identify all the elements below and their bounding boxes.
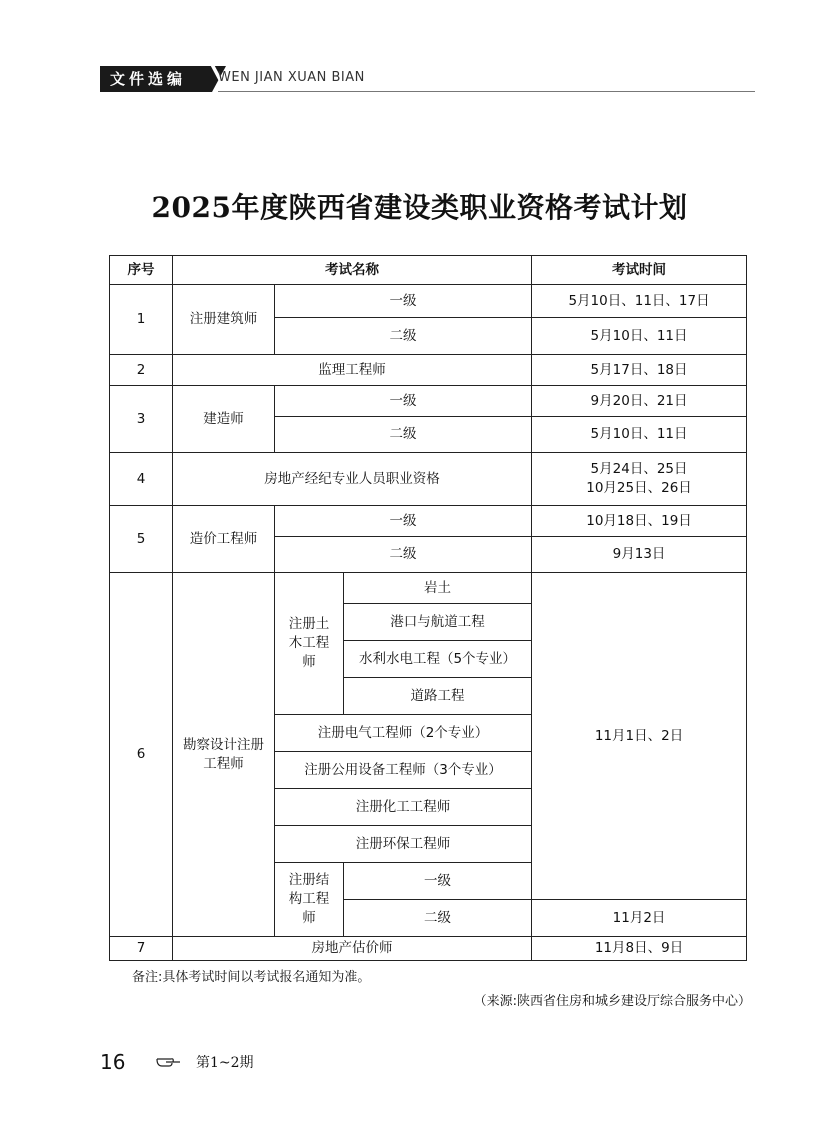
exam-time: 5月17日、18日 xyxy=(532,355,747,386)
exam-specialty: 注册电气工程师（2个专业） xyxy=(275,715,532,752)
exam-specialty: 道路工程 xyxy=(344,678,532,715)
exam-name: 注册建筑师 xyxy=(173,285,275,355)
exam-name: 勘察设计注册工程师 xyxy=(173,573,275,937)
exam-time-line: 10月25日、26日 xyxy=(586,480,692,496)
row-no: 6 xyxy=(110,573,173,937)
civil-engineer-group: 注册土木工程师 xyxy=(275,573,344,715)
row-no: 1 xyxy=(110,285,173,355)
exam-time: 9月20日、21日 xyxy=(532,386,747,417)
exam-time: 5月10日、11日 xyxy=(532,417,747,453)
exam-time: 9月13日 xyxy=(532,537,747,573)
pointing-hand-icon xyxy=(156,1054,182,1068)
row-no: 7 xyxy=(110,937,173,961)
table-row xyxy=(110,285,747,318)
header-time: 考试时间 xyxy=(532,256,747,285)
exam-level: 一级 xyxy=(344,863,532,900)
table-row xyxy=(110,453,747,506)
row-no: 2 xyxy=(110,355,173,386)
exam-specialty: 水利水电工程（5个专业） xyxy=(344,641,532,678)
header-name: 考试名称 xyxy=(173,256,532,285)
page-header xyxy=(100,66,755,94)
exam-name: 建造师 xyxy=(173,386,275,453)
exam-specialty: 注册化工工程师 xyxy=(275,789,532,826)
row-no: 5 xyxy=(110,506,173,573)
exam-level: 一级 xyxy=(275,285,532,318)
issue-number: 第1~2期 xyxy=(196,1055,254,1071)
table-header-row xyxy=(110,256,747,285)
exam-name: 造价工程师 xyxy=(173,506,275,573)
header-rule xyxy=(218,91,755,92)
exam-time: 11月2日 xyxy=(532,900,747,937)
exam-plan-table xyxy=(109,255,747,961)
row-no: 3 xyxy=(110,386,173,453)
exam-level: 二级 xyxy=(275,417,532,453)
exam-specialty: 港口与航道工程 xyxy=(344,604,532,641)
exam-level: 二级 xyxy=(275,537,532,573)
exam-level: 一级 xyxy=(275,386,532,417)
document-title: 2025年度陕西省建设类职业资格考试计划 xyxy=(151,191,688,224)
exam-time: 5月10日、11日 xyxy=(532,318,747,355)
exam-time: 11月8日、9日 xyxy=(532,937,747,961)
section-tab: 文件选编 xyxy=(100,66,212,92)
exam-level: 一级 xyxy=(275,506,532,537)
exam-name: 房地产估价师 xyxy=(173,937,532,961)
structural-engineer-group: 注册结构工程师 xyxy=(275,863,344,937)
exam-time: 10月18日、19日 xyxy=(532,506,747,537)
row-no: 4 xyxy=(110,453,173,506)
exam-specialty: 注册公用设备工程师（3个专业） xyxy=(275,752,532,789)
exam-time xyxy=(532,453,747,506)
table-row xyxy=(110,506,747,537)
section-title-en: WEN JIAN XUAN BIAN xyxy=(218,70,365,85)
header-no: 序号 xyxy=(110,256,173,285)
table-row xyxy=(110,573,747,604)
exam-level: 二级 xyxy=(275,318,532,355)
exam-specialty: 注册环保工程师 xyxy=(275,826,532,863)
exam-time: 11月1日、2日 xyxy=(532,573,747,900)
exam-time: 5月10日、11日、17日 xyxy=(532,285,747,318)
exam-time-line: 5月24日、25日 xyxy=(590,461,688,477)
exam-level: 二级 xyxy=(344,900,532,937)
exam-name: 监理工程师 xyxy=(173,355,532,386)
table-row xyxy=(110,355,747,386)
exam-specialty: 岩土 xyxy=(344,573,532,604)
table-note: 备注:具体考试时间以考试报名通知为准。 xyxy=(132,970,371,985)
exam-name: 房地产经纪专业人员职业资格 xyxy=(173,453,532,506)
source-credit: （来源:陕西省住房和城乡建设厅综合服务中心） xyxy=(473,994,751,1009)
page-number: 16 xyxy=(100,1050,126,1074)
table-row xyxy=(110,937,747,961)
table-row xyxy=(110,386,747,417)
